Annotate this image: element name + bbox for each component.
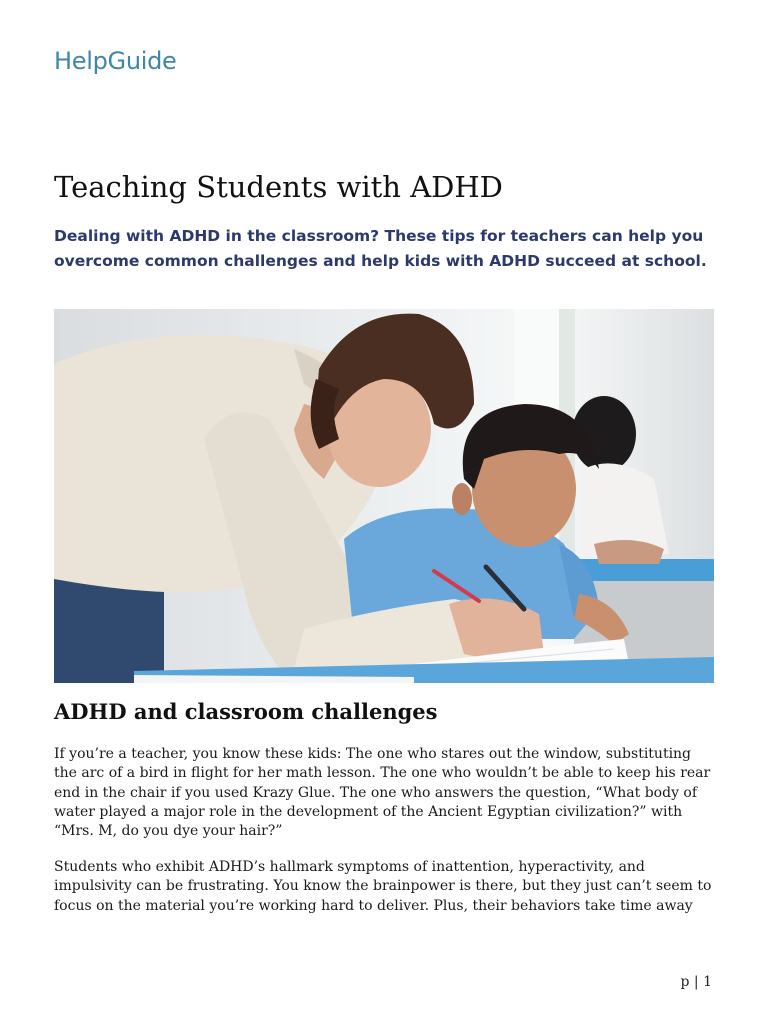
body-paragraph-1: If you’re a teacher, you know these kids: The one who stares out the window, substituting the arc of a bird in flight for her math lesson. The one who wouldn’t be able to keep his rear end in the chair if you used Krazy Glue. The one who answers the question, “What body of water played a major role in the development of the Ancient Egyptian civilization?” with “Mrs. M, do you dye your hair?” [54,746,711,840]
body-paragraph-2: Students who exhibit ADHD’s hallmark symptoms of inattention, hyperactivity, and impulsivity can be frustrating. You know the brainpower is there, but they just can’t seem to focus on the material you’re working hard to deliver. Plus, their behaviors take time away [54,859,712,914]
teacher-helping-student-illustration [54,309,714,683]
helpguide-logo[interactable]: HelpGuide [54,47,177,75]
section-heading: ADHD and classroom challenges [54,699,438,724]
hero-image [54,309,714,683]
page-title: Teaching Students with ADHD [54,170,503,204]
page-number: p | 1 [680,974,712,990]
article-subtitle: Dealing with ADHD in the classroom? These tips for teachers can help you overcome common challenges and help kids with ADHD succeed at school. [54,227,707,270]
